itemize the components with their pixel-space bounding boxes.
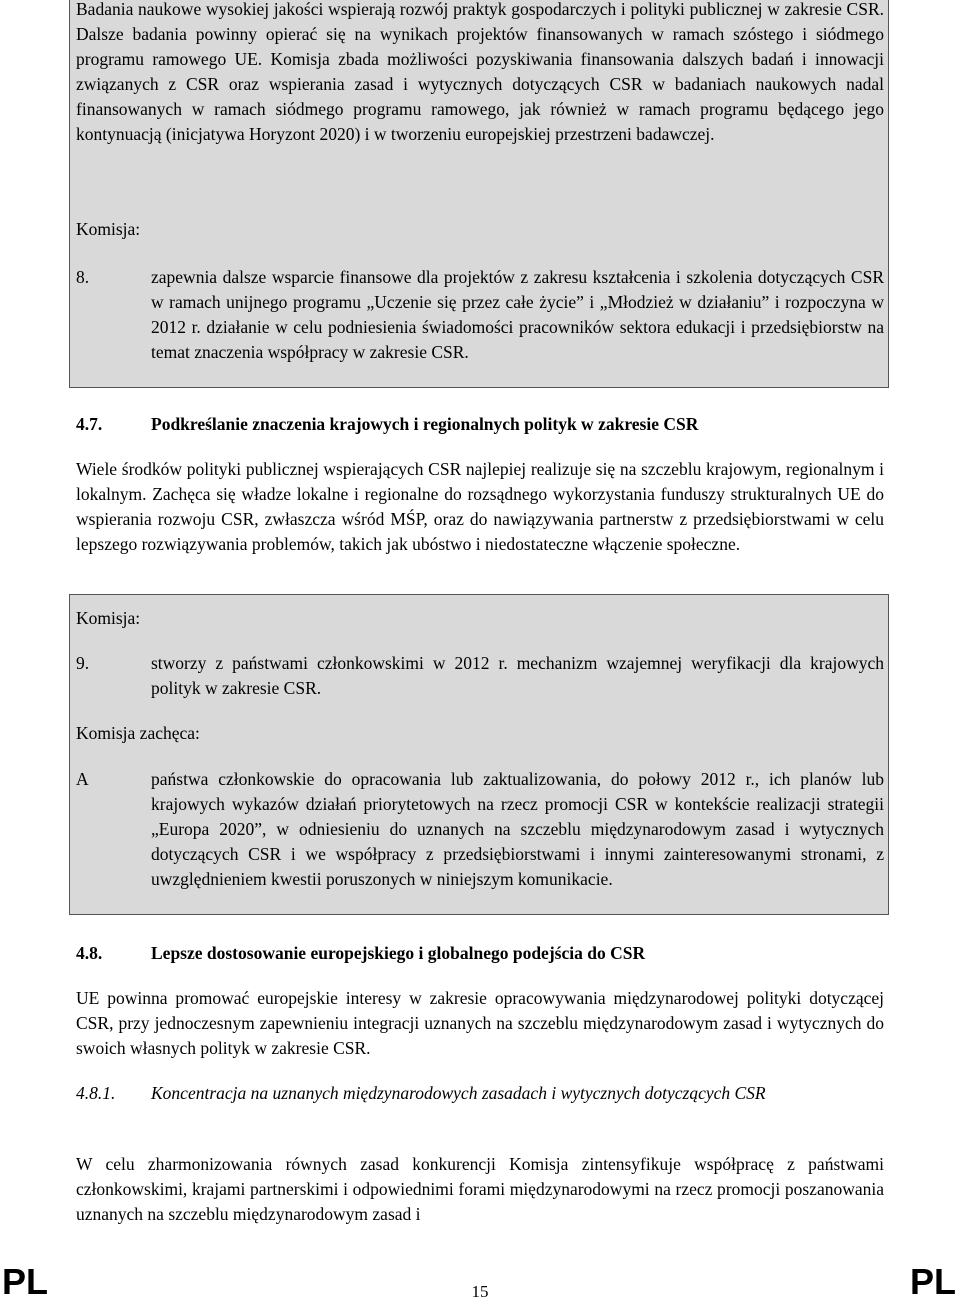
research-paragraph: Badania naukowe wysokiej jakości wspierają rozwój praktyk gospodarczych i polityki publicznej w zakresie CSR. Dalsze badania powinny opierać się na wynikach projektów finansowanych w ramach szóstego i siódmego programu ramowego UE. Komisja zbada możliwości pozyskiwania finansowania dalszych badań i innowacji związanych z CSR oraz wspierania zasad i wytycznych dotyczących CSR w badaniach naukowych nadal finansowanych w ramach siódmego programu ramowego, jak również w ramach programu będącego jego kontynuacją (inicjatywa Horyzont 2020) i w tworzeniu europejskiej przestrzeni badawczej. [76,0,884,144]
section-4-7-number: 4.7. [76,414,103,434]
section-4-8-number: 4.8. [76,943,103,963]
section-4-8-paragraph: UE powinna promować europejskie interesy w zakresie opracowywania międzynarodowej polityki dotyczącej CSR, przy jednoczesnym zapewnieniu integracji uznanych na szczeblu międzynarodowym zasad i wytycznych do swoich własnych polityk w zakresie CSR. [76,988,884,1058]
item-a-text: państwa członkowskie do opracowania lub zaktualizowania, do połowy 2012 r., ich planów lub krajowych wykazów działań priorytetowych na rzecz promocji CSR w kontekście realizacji strategii „Europa 2020”, w odniesieniu do uznanych na szczeblu międzynarodowym zasad i wytycznych dotyczących CSR i we współpracy z przedsiębiorstwami i innymi zainteresowanymi stronami, z uwzględnieniem kwestii poruszonych w niniejszym komunikacie. [151,769,884,889]
commission-encourages-label: Komisja zachęca: [76,723,200,743]
item-number-8: 8. [76,267,90,287]
section-4-7-paragraph: Wiele środków polityki publicznej wspierających CSR najlepiej realizuje się na szczeblu krajowym, regionalnym i lokalnym. Zachęca się władze lokalne i regionalne do rozsądnego wykorzystania funduszy strukturalnych UE do wspierania rozwoju CSR, zwłaszcza wśród MŚP, oraz do nawiązywania partnerstw z przedsiębiorstwami w celu lepszego rozwiązywania problemów, takich jak ubóstwo i niedostateczne włączenie społeczne. [76,459,884,554]
item-8-text: zapewnia dalsze wsparcie finansowe dla projektów z zakresu kształcenia i szkolenia dotyczących CSR w ramach unijnego programu „Uczenie się przez całe życie” i „Młodzież w działaniu” i rozpoczyna w 2012 r. działanie w celu podniesienia świadomości pracowników sektora edukacji i przedsiębiorstw na temat znaczenia współpracy w zakresie CSR. [151,267,884,362]
section-4-8-1-number: 4.8.1. [76,1083,116,1103]
section-4-8-1-paragraph: W celu zharmonizowania równych zasad konkurencji Komisja zintensyfikuje współpracę z państwami członkowskimi, krajami partnerskimi i odpowiednimi forami międzynarodowymi na rzecz promocji poszanowania uznanych na szczeblu międzynarodowym zasad i [76,1154,884,1224]
section-4-7-title: Podkreślanie znaczenia krajowych i regionalnych polityk w zakresie CSR [151,414,699,434]
item-number-9: 9. [76,653,90,673]
commission-label-2: Komisja: [76,608,141,628]
page-number: 15 [471,1282,489,1301]
item-9-text: stworzy z państwami członkowskimi w 2012 r. mechanizm wzajemnej weryfikacji dla krajowych polityk w zakresie CSR. [151,653,884,698]
section-4-8-1-title: Koncentracja na uznanych międzynarodowych zasadach i wytycznych dotyczących CSR [151,1083,766,1103]
item-letter-a: A [76,769,89,789]
footer-language-left: PL [2,1261,49,1302]
commission-label: Komisja: [76,219,141,239]
footer-language-right: PL [909,1261,956,1302]
section-4-8-title: Lepsze dostosowanie europejskiego i globalnego podejścia do CSR [151,943,646,963]
